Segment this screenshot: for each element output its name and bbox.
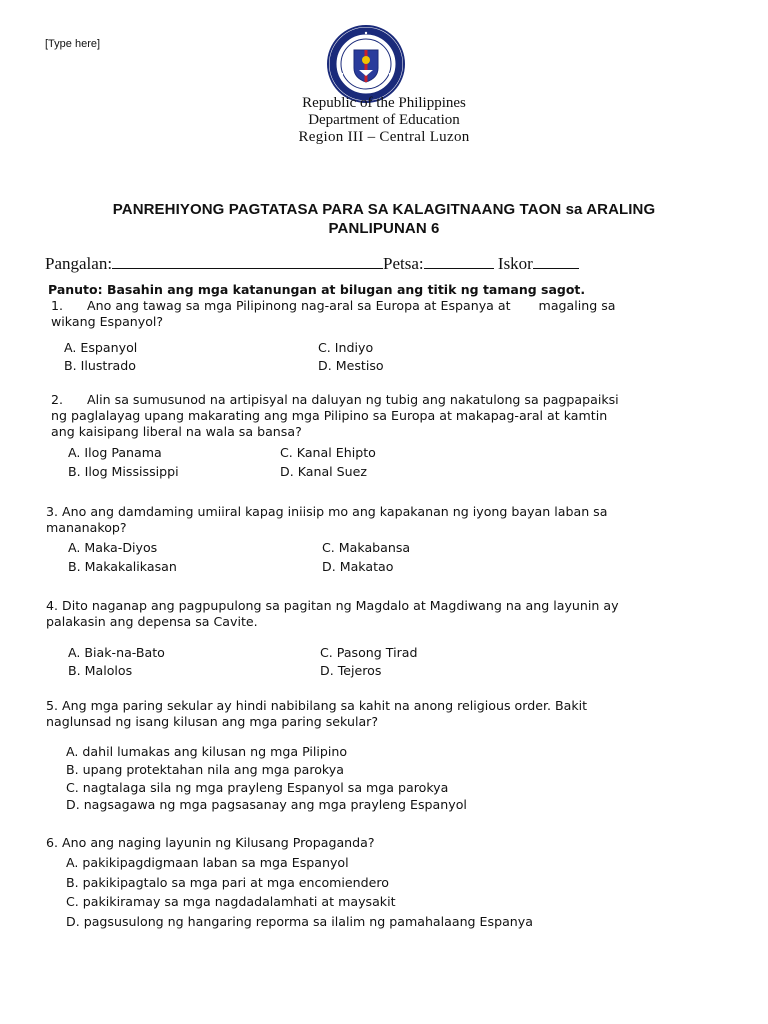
option-b[interactable]: B. Ilustrado [64, 358, 136, 373]
student-info-row [45, 254, 579, 274]
question-4 [46, 598, 731, 630]
date-blank[interactable] [424, 254, 494, 269]
question-text-line: wikang Espanyol? [51, 314, 164, 329]
option-a[interactable]: A. Ilog Panama [68, 445, 162, 460]
name-blank[interactable] [112, 254, 383, 269]
date-label: Petsa: [383, 254, 424, 273]
header-placeholder-text: [Type here] [45, 38, 101, 50]
option-a[interactable]: A. Espanyol [64, 340, 138, 355]
question-text-line: naglunsad ng isang kilusan ang mga paring sekular? [46, 714, 379, 729]
agency-line-country: Republic of the Philippines [302, 95, 466, 111]
question-text-line: ang kaisipang liberal na wala sa bansa? [51, 424, 302, 439]
question-text-line: 5. Ang mga paring sekular ay hindi nabibilang sa kahit na anong religious order. Bakit [46, 698, 588, 713]
deped-seal-icon [326, 24, 406, 104]
option-c[interactable]: C. pakikiramay sa mga nagdadalamhati at maysakit [66, 894, 396, 909]
option-d[interactable]: D. Makatao [322, 559, 394, 574]
question-text-line: 6. Ano ang naging layunin ng Kilusang Propaganda? [46, 835, 375, 850]
option-a[interactable]: A. dahil lumakas ang kilusan ng mga Pilipino [66, 744, 348, 759]
option-c[interactable]: C. Indiyo [318, 340, 374, 355]
option-a[interactable]: A. pakikipagdigmaan laban sa mga Espanyol [66, 855, 349, 870]
question-1 [51, 298, 731, 330]
instructions: Panuto: Basahin ang mga katanungan at bilugan ang titik ng tamang sagot. [48, 282, 586, 297]
exam-title-line2: PANLIPUNAN 6 [328, 220, 440, 237]
option-a[interactable]: A. Biak-na-Bato [68, 645, 165, 660]
question-text-line: mananakop? [46, 520, 127, 535]
option-d[interactable]: D. pagsusulong ng hangaring reporma sa ilalim ng pamahalaang Espanya [66, 914, 533, 929]
agency-line-region: Region III – Central Luzon [298, 129, 470, 145]
exam-title-line1: PANREHIYONG PAGTATASA PARA SA KALAGITNAANG TAON sa ARALING [112, 201, 656, 218]
option-c[interactable]: C. Makabansa [322, 540, 411, 555]
question-text-line: 2. Alin sa sumusunod na artipisyal na daluyan ng tubig ang nakatulong sa pagpapaiksi [51, 392, 619, 407]
option-d[interactable]: D. nagsagawa ng mga pagsasanay ang mga prayleng Espanyol [66, 797, 467, 812]
question-text-line: ng paglalayag upang makarating ang mga Pilipino sa Europa at makapag-aral at kamtin [51, 408, 608, 423]
option-b[interactable]: B. Ilog Mississippi [68, 464, 179, 479]
question-2 [51, 392, 731, 440]
question-6 [46, 835, 731, 851]
option-b[interactable]: B. Makakalikasan [68, 559, 177, 574]
name-label: Pangalan: [45, 254, 113, 273]
question-5 [46, 698, 731, 730]
score-label: Iskor [497, 254, 533, 273]
option-d[interactable]: D. Tejeros [320, 663, 382, 678]
option-c[interactable]: C. Pasong Tirad [320, 645, 418, 660]
question-text-line: 1. Ano ang tawag sa mga Pilipinong nag-aral sa Europa at Espanya at magaling sa [51, 298, 616, 313]
agency-line-department: Department of Education [308, 112, 460, 128]
question-text-line: palakasin ang depensa sa Cavite. [46, 614, 258, 629]
option-d[interactable]: D. Kanal Suez [280, 464, 367, 479]
question-3 [46, 504, 731, 536]
option-b[interactable]: B. pakikipagtalo sa mga pari at mga encomiendero [66, 875, 390, 890]
option-b[interactable]: B. Malolos [68, 663, 133, 678]
question-text-line: 3. Ano ang damdaming umiiral kapag iniisip mo ang kapakanan ng iyong bayan laban sa [46, 504, 608, 519]
option-c[interactable]: C. Kanal Ehipto [280, 445, 376, 460]
option-c[interactable]: C. nagtalaga sila ng mga prayleng Espanyol sa mga parokya [66, 780, 449, 795]
score-blank[interactable] [533, 254, 579, 269]
question-text-line: 4. Dito naganap ang pagpupulong sa pagitan ng Magdalo at Magdiwang na ang layunin ay [46, 598, 619, 613]
option-a[interactable]: A. Maka-Diyos [68, 540, 158, 555]
option-d[interactable]: D. Mestiso [318, 358, 384, 373]
option-b[interactable]: B. upang protektahan nila ang mga parokya [66, 762, 344, 777]
